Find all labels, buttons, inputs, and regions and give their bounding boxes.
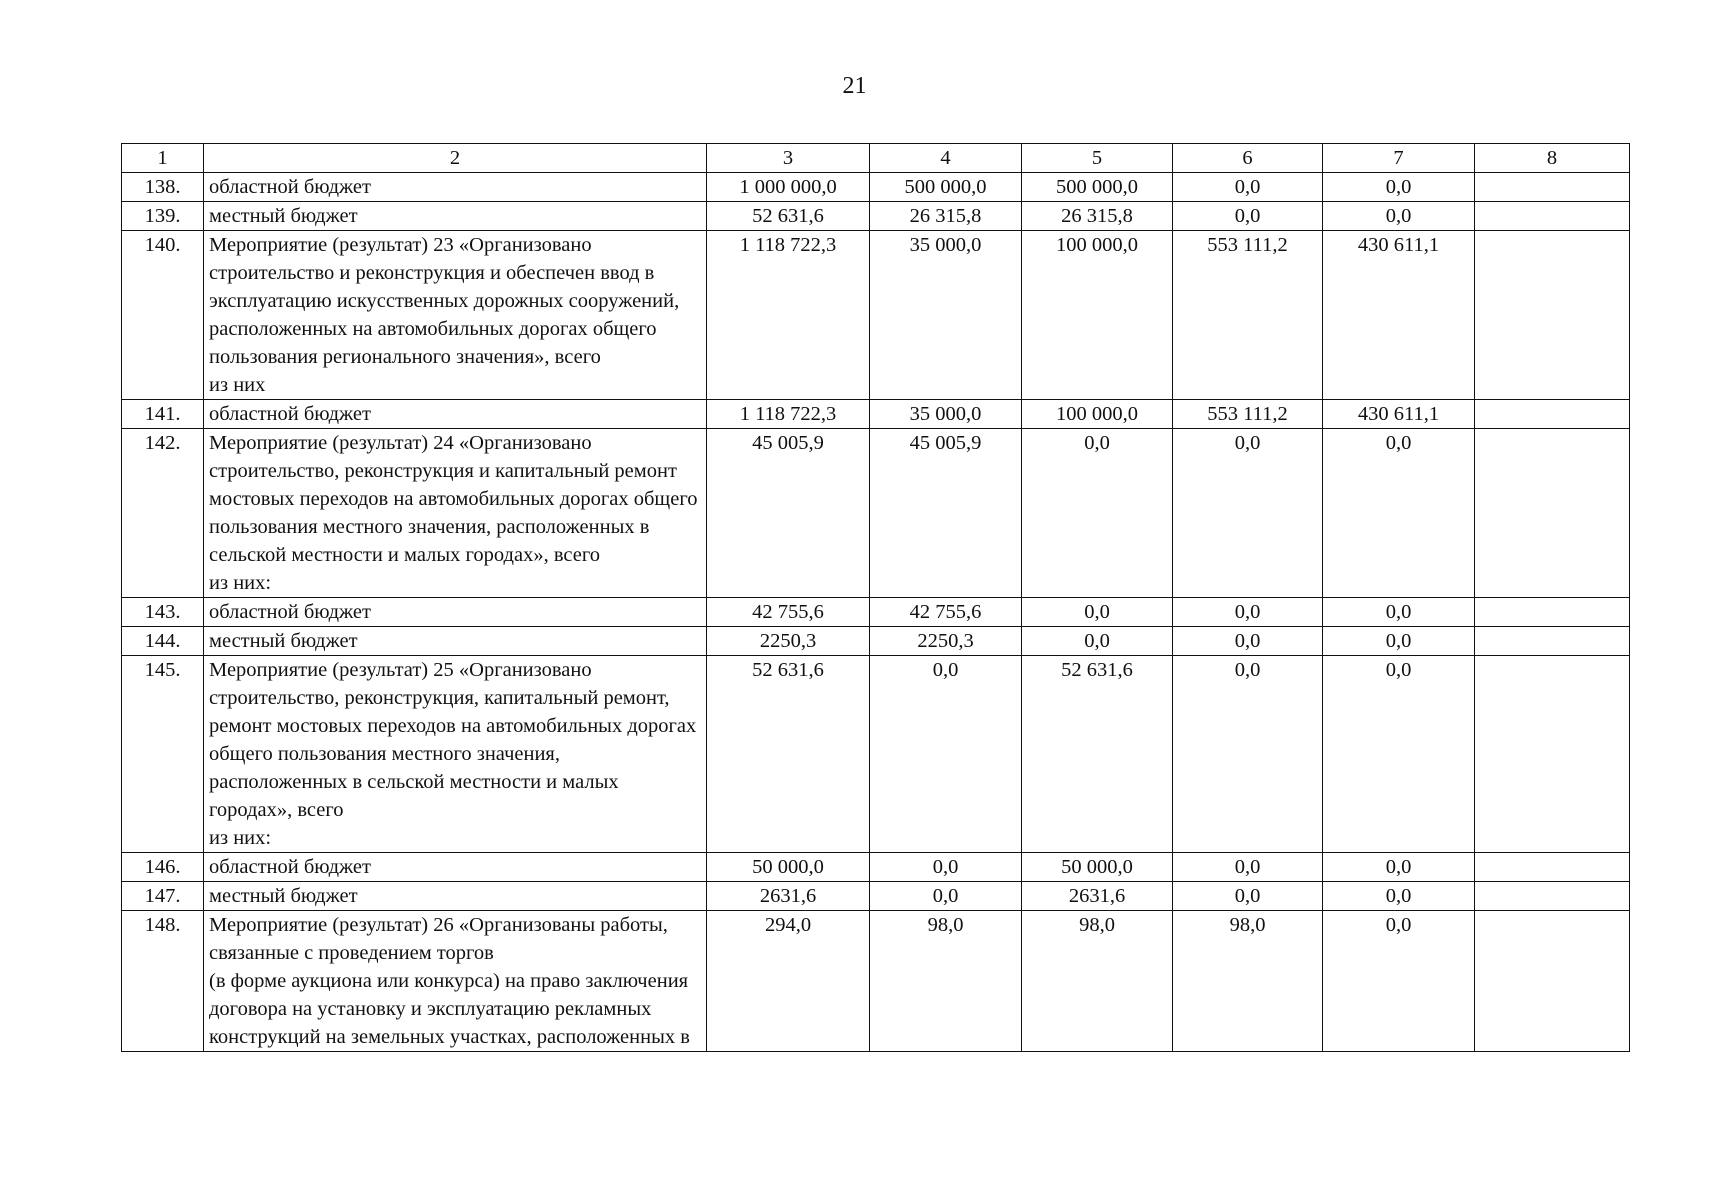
row-name: Мероприятие (результат) 24 «Организовано строительство, реконструкция и капитальный ремонт мостовых переходов на автомобильных дорогах общего пользования местного значения, расположенных в сельской местности и малых городах», всего из них:: [204, 429, 707, 598]
page-number: 21: [842, 73, 867, 99]
header-cell: 8: [1475, 144, 1630, 173]
value-col-7: 430 611,1: [1323, 400, 1475, 429]
value-col-8: [1475, 400, 1630, 429]
value-col-6: 553 111,2: [1173, 231, 1323, 400]
header-cell: 7: [1323, 144, 1475, 173]
value-col-6: 553 111,2: [1173, 400, 1323, 429]
table-row: [122, 882, 1630, 911]
value-col-4: 0,0: [870, 656, 1022, 853]
value-col-5: 100 000,0: [1022, 400, 1173, 429]
value-col-4: 2250,3: [870, 627, 1022, 656]
value-col-8: [1475, 429, 1630, 598]
row-number: 140.: [122, 231, 204, 400]
value-col-5: 0,0: [1022, 598, 1173, 627]
value-col-8: [1475, 202, 1630, 231]
value-col-7: 0,0: [1323, 853, 1475, 882]
value-col-3: 2250,3: [707, 627, 870, 656]
table-row: [122, 627, 1630, 656]
value-col-8: [1475, 598, 1630, 627]
row-name: областной бюджет: [204, 173, 707, 202]
header-cell: 1: [122, 144, 204, 173]
value-col-8: [1475, 853, 1630, 882]
table-row: [122, 656, 1630, 853]
row-number: 148.: [122, 911, 204, 1052]
row-name: местный бюджет: [204, 202, 707, 231]
value-col-3: 52 631,6: [707, 202, 870, 231]
value-col-7: 0,0: [1323, 429, 1475, 598]
value-col-8: [1475, 627, 1630, 656]
value-col-6: 0,0: [1173, 627, 1323, 656]
value-col-3: 1 118 722,3: [707, 400, 870, 429]
value-col-8: [1475, 173, 1630, 202]
value-col-6: 0,0: [1173, 598, 1323, 627]
value-col-4: 26 315,8: [870, 202, 1022, 231]
table-row: [122, 853, 1630, 882]
value-col-3: 1 000 000,0: [707, 173, 870, 202]
value-col-5: 50 000,0: [1022, 853, 1173, 882]
table-row: [122, 400, 1630, 429]
value-col-3: 1 118 722,3: [707, 231, 870, 400]
row-number: 147.: [122, 882, 204, 911]
value-col-5: 52 631,6: [1022, 656, 1173, 853]
value-col-6: 0,0: [1173, 656, 1323, 853]
value-col-5: 0,0: [1022, 627, 1173, 656]
value-col-4: 42 755,6: [870, 598, 1022, 627]
value-col-5: 2631,6: [1022, 882, 1173, 911]
value-col-3: 50 000,0: [707, 853, 870, 882]
row-number: 139.: [122, 202, 204, 231]
row-name: областной бюджет: [204, 598, 707, 627]
value-col-7: 0,0: [1323, 202, 1475, 231]
budget-table: [121, 143, 1630, 1052]
value-col-3: 45 005,9: [707, 429, 870, 598]
header-cell: 2: [204, 144, 707, 173]
row-name: областной бюджет: [204, 853, 707, 882]
row-number: 141.: [122, 400, 204, 429]
value-col-7: 0,0: [1323, 656, 1475, 853]
table-row: [122, 598, 1630, 627]
value-col-8: [1475, 656, 1630, 853]
row-number: 145.: [122, 656, 204, 853]
value-col-6: 0,0: [1173, 202, 1323, 231]
value-col-5: 500 000,0: [1022, 173, 1173, 202]
value-col-3: 294,0: [707, 911, 870, 1052]
header-cell: 4: [870, 144, 1022, 173]
value-col-8: [1475, 882, 1630, 911]
value-col-4: 35 000,0: [870, 231, 1022, 400]
value-col-4: 500 000,0: [870, 173, 1022, 202]
value-col-5: 0,0: [1022, 429, 1173, 598]
value-col-3: 2631,6: [707, 882, 870, 911]
value-col-3: 42 755,6: [707, 598, 870, 627]
row-number: 146.: [122, 853, 204, 882]
header-row: [122, 144, 1630, 173]
table-row: [122, 173, 1630, 202]
value-col-4: 98,0: [870, 911, 1022, 1052]
row-name: областной бюджет: [204, 400, 707, 429]
row-name: Мероприятие (результат) 25 «Организовано строительство, реконструкция, капитальный ремонт, ремонт мостовых переходов на автомобильных дорогах общего пользования местного значения, расположенных в сельской местности и малых городах», всего из них:: [204, 656, 707, 853]
value-col-7: 0,0: [1323, 598, 1475, 627]
row-name: местный бюджет: [204, 627, 707, 656]
value-col-7: 0,0: [1323, 173, 1475, 202]
value-col-6: 0,0: [1173, 173, 1323, 202]
value-col-8: [1475, 231, 1630, 400]
value-col-6: 98,0: [1173, 911, 1323, 1052]
header-cell: 5: [1022, 144, 1173, 173]
row-number: 142.: [122, 429, 204, 598]
value-col-5: 26 315,8: [1022, 202, 1173, 231]
table-row: [122, 231, 1630, 400]
value-col-6: 0,0: [1173, 853, 1323, 882]
row-number: 143.: [122, 598, 204, 627]
value-col-4: 35 000,0: [870, 400, 1022, 429]
table-row: [122, 429, 1630, 598]
header-cell: 3: [707, 144, 870, 173]
value-col-4: 0,0: [870, 853, 1022, 882]
header-cell: 6: [1173, 144, 1323, 173]
row-name: местный бюджет: [204, 882, 707, 911]
value-col-7: 430 611,1: [1323, 231, 1475, 400]
value-col-7: 0,0: [1323, 882, 1475, 911]
value-col-8: [1475, 911, 1630, 1052]
value-col-5: 98,0: [1022, 911, 1173, 1052]
table-row: [122, 911, 1630, 1052]
row-number: 138.: [122, 173, 204, 202]
value-col-3: 52 631,6: [707, 656, 870, 853]
row-name: Мероприятие (результат) 26 «Организованы работы, связанные с проведением торгов (в форме аукциона или конкурса) на право заключения договора на установку и эксплуатацию рекламных конструкций на земельных участках, расположенных в: [204, 911, 707, 1052]
value-col-7: 0,0: [1323, 627, 1475, 656]
row-number: 144.: [122, 627, 204, 656]
value-col-6: 0,0: [1173, 429, 1323, 598]
row-name: Мероприятие (результат) 23 «Организовано строительство и реконструкция и обеспечен ввод в эксплуатацию искусственных дорожных сооружений, расположенных на автомобильных дорогах общего пользования регионального значения», всего из них: [204, 231, 707, 400]
table-body: [122, 144, 1630, 1052]
table-row: [122, 202, 1630, 231]
value-col-5: 100 000,0: [1022, 231, 1173, 400]
value-col-6: 0,0: [1173, 882, 1323, 911]
value-col-4: 45 005,9: [870, 429, 1022, 598]
value-col-7: 0,0: [1323, 911, 1475, 1052]
value-col-4: 0,0: [870, 882, 1022, 911]
